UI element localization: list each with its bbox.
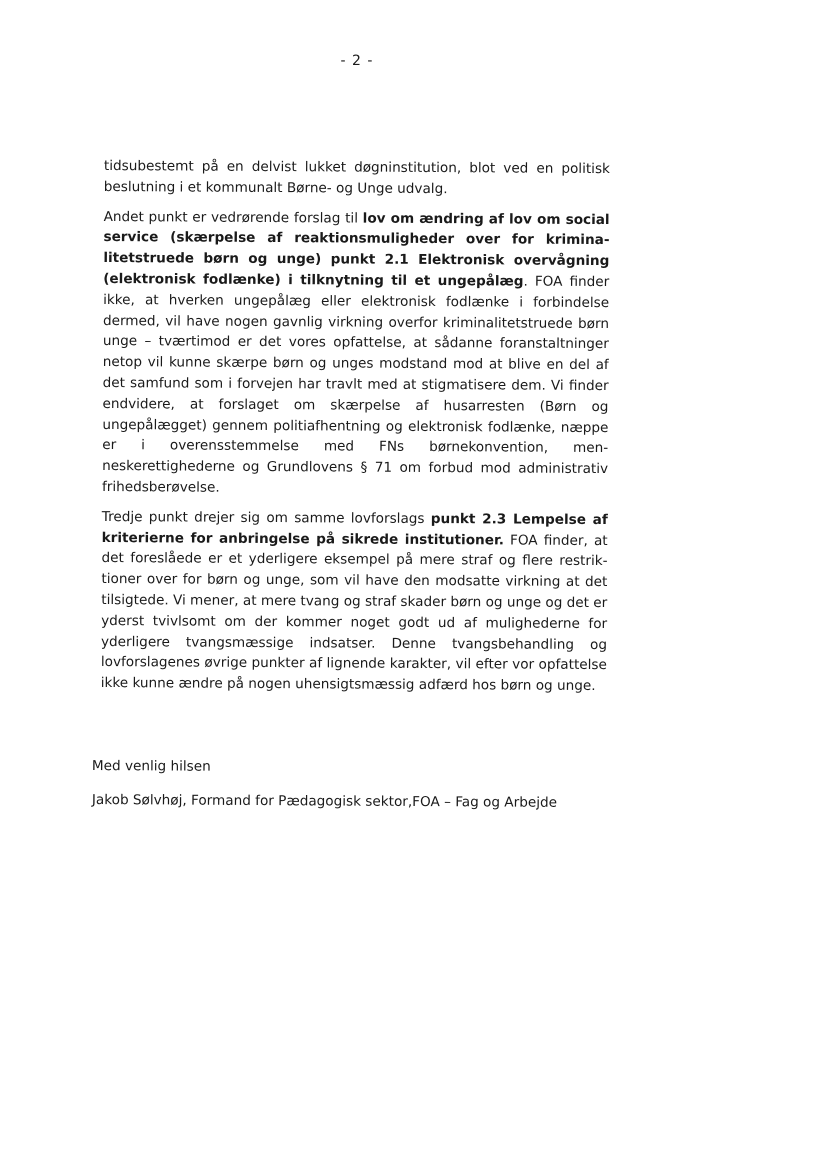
paragraph-2-text: . FOA finder ikke, at hverken ungepålæg eller elektronisk fodlænke i forbindelse dermed, vil have nogen gavnlig virkning overfor kriminalitetstruede børn unge – tværtimod er det vores opfattelse, at sådanne foranstaltninger netop vil kunne skærpe børn og unges modstand mod at blive en del af det samfund som i forvejen har travlt med at stigmatisere dem. Vi finder endvidere, at forslaget om skærpelse af husarresten (Børn og ungepålægget) gennem politiafhentning og elektronisk fodlænke, næppe er i overensstemmelse med FNs børnekonvention, menneskerettighederne og Grundlovens § 71 om forbud mod administrativ frihedsberøvelse. bbox=[101, 273, 610, 496]
paragraph-2 bbox=[102, 207, 610, 501]
letter-body bbox=[101, 156, 610, 706]
paragraph-2-bill-title: lov om ændring af lov om social service (skærpelse af reaktionsmuligheder over for kriminalitetstruede børn og unge) punkt 2.1 Elektronisk overvågning (elektronisk fodlænke) i tilknytning til et ungepålæg bbox=[103, 210, 610, 290]
closing-greeting: Med venlig hilsen bbox=[91, 757, 211, 775]
signature-line: Jakob Sølvhøj, Formand for Pædagogisk sektor,FOA – Fag og Arbejde bbox=[91, 791, 558, 811]
page-number: - 2 - bbox=[340, 53, 374, 69]
paragraph-3-intro: Tredje punkt drejer sig om samme lovforslags bbox=[101, 508, 431, 527]
paragraph-1: tidsubestemt på en delvist lukket døgninstitution, blot ved en politisk beslutning i et kommunalt Børne- og Unge udvalg. bbox=[103, 157, 610, 197]
paragraph-3-text: FOA finder, at det foreslåede er et yderligere eksempel på mere straf og flere restriktioner over for børn og unge, som vil have den modsatte virkning at det tilsigtede. Vi mener, at mere tvang og straf skader børn og unge og det er yderst tvivlsomt om der kommer noget godt ud af mulighederne for yderligere tvangsmæssige indsatser. Denne tvangsbehandling og lovforslagenes øvrige punkter af lignende karakter, vil efter vor opfattelse ikke kunne ændre på nogen uhensigtsmæssig adfærd hos børn og unge. bbox=[100, 531, 608, 695]
paragraph-2-intro: Andet punkt er vedrørende forslag til bbox=[103, 208, 363, 227]
paragraph-3 bbox=[101, 507, 608, 697]
paragraph-3-bill-title: punkt 2.3 Lempelse af kriterierne for anbringelse på sikrede institutioner. bbox=[101, 510, 608, 548]
